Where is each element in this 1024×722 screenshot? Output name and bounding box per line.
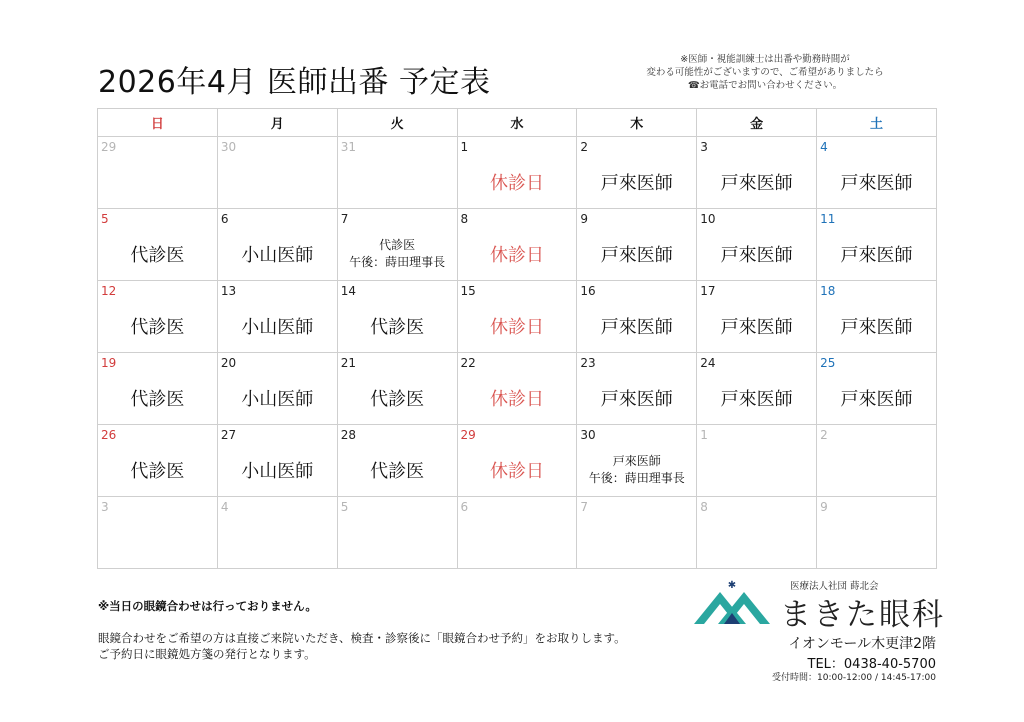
day-number: 11 <box>820 212 836 226</box>
same-day-glasses-notice: ※当日の眼鏡合わせは行っておりません。 <box>98 599 317 613</box>
doctor-name: 小山医師 <box>241 389 314 410</box>
calendar-week-row <box>98 497 937 569</box>
doctor-name: 戸來医師 <box>840 389 913 410</box>
calendar-day-cell <box>217 281 337 353</box>
calendar-day-cell <box>98 497 218 569</box>
calendar-week-row <box>98 425 937 497</box>
day-number: 25 <box>820 356 836 370</box>
calendar-day-cell <box>697 281 817 353</box>
day-number: 30 <box>220 140 237 154</box>
day-number: 1 <box>460 140 469 154</box>
calendar-day-cell <box>217 209 337 281</box>
calendar-day-cell <box>577 137 697 209</box>
calendar-day-cell <box>697 497 817 569</box>
day-number: 24 <box>700 356 716 370</box>
schedule-calendar <box>97 108 937 569</box>
calendar-day-cell <box>817 497 937 569</box>
day-number: 28 <box>340 428 356 442</box>
calendar-day-cell <box>817 209 937 281</box>
day-number: 13 <box>220 284 237 298</box>
doctor-name: 戸來医師 <box>720 389 793 410</box>
calendar-day-cell <box>457 353 577 425</box>
clinic-phone: TEL：0438-40-5700 <box>807 657 936 672</box>
doctor-name: 戸來医師 <box>612 454 661 468</box>
day-number: 19 <box>101 356 117 370</box>
weekday-friday: 金 <box>697 109 817 137</box>
calendar-day-cell <box>577 209 697 281</box>
calendar-day-cell <box>457 209 577 281</box>
day-number: 20 <box>220 356 237 370</box>
calendar-week-row <box>98 137 937 209</box>
closed-day-label: 休診日 <box>489 389 544 410</box>
calendar-day-cell <box>337 137 457 209</box>
page-title: 2026年4月 医師出番 予定表 <box>98 65 491 100</box>
doctor-name: 戸來医師 <box>840 245 913 266</box>
calendar-day-cell <box>577 281 697 353</box>
calendar-day-cell <box>457 497 577 569</box>
calendar-day-cell <box>337 353 457 425</box>
note-line: ☎お電話でお問い合わせください。 <box>687 80 843 91</box>
doctor-name: 戸來医師 <box>720 245 793 266</box>
clinic-address: イオンモール木更津2階 <box>788 636 936 652</box>
closed-day-label: 休診日 <box>489 461 544 482</box>
calendar-day-cell <box>817 281 937 353</box>
calendar-day-cell <box>98 281 218 353</box>
schedule-change-note <box>600 53 930 92</box>
day-number: 3 <box>700 140 708 154</box>
doctor-name: 代診医 <box>130 461 185 482</box>
doctor-name: 小山医師 <box>241 245 314 266</box>
day-number: 5 <box>101 212 109 226</box>
doctor-name: 代診医 <box>130 317 185 338</box>
afternoon-doctor: 午後：蒔田理事長 <box>349 255 446 269</box>
day-number: 2 <box>820 428 828 442</box>
calendar-week-row <box>98 281 937 353</box>
closed-day-label: 休診日 <box>489 173 544 194</box>
doctor-name: 小山医師 <box>241 461 314 482</box>
doctor-name: 代診医 <box>370 389 425 410</box>
doctor-name: 戸來医師 <box>720 317 793 338</box>
calendar-day-cell <box>457 137 577 209</box>
calendar-day-cell <box>577 425 697 497</box>
day-number: 8 <box>460 212 469 226</box>
calendar-day-cell <box>217 353 337 425</box>
clinic-logo-icon <box>694 578 770 626</box>
day-number: 5 <box>340 500 349 514</box>
calendar-day-cell <box>457 281 577 353</box>
day-number: 8 <box>700 500 708 514</box>
calendar-day-cell <box>98 137 218 209</box>
calendar-day-cell <box>337 209 457 281</box>
svg-text:✱: ✱ <box>727 580 737 591</box>
calendar-day-cell <box>337 281 457 353</box>
calendar-day-cell <box>98 353 218 425</box>
calendar-day-cell <box>337 497 457 569</box>
doctor-name: 小山医師 <box>241 317 314 338</box>
info-line: ご予約日に眼鏡処方箋の発行となります。 <box>98 647 316 661</box>
closed-day-label: 休診日 <box>489 317 544 338</box>
day-number: 14 <box>340 284 356 298</box>
day-number: 29 <box>101 140 117 154</box>
doctor-name: 代診医 <box>130 245 185 266</box>
calendar-day-cell <box>817 425 937 497</box>
calendar-day-cell <box>217 137 337 209</box>
day-number: 27 <box>220 428 237 442</box>
weekday-saturday: 土 <box>817 109 937 137</box>
calendar-day-cell <box>697 209 817 281</box>
doctor-name: 戸來医師 <box>840 317 913 338</box>
weekday-sunday: 日 <box>98 109 218 137</box>
day-number: 12 <box>101 284 117 298</box>
doctor-name: 戸來医師 <box>600 317 673 338</box>
day-number: 4 <box>220 500 229 514</box>
day-number: 7 <box>340 212 349 226</box>
clinic-name: まきた眼科 <box>780 597 945 633</box>
calendar-day-cell <box>577 497 697 569</box>
doctor-name: 代診医 <box>370 461 425 482</box>
day-number: 6 <box>460 500 469 514</box>
doctor-name: 戸來医師 <box>840 173 913 194</box>
calendar-day-cell <box>697 425 817 497</box>
day-number: 23 <box>580 356 596 370</box>
doctor-schedule <box>577 453 696 487</box>
calendar-week-row <box>98 209 937 281</box>
weekday-tuesday: 火 <box>337 109 457 137</box>
calendar-day-cell <box>457 425 577 497</box>
calendar-day-cell <box>217 425 337 497</box>
calendar-day-cell <box>98 209 218 281</box>
day-number: 18 <box>820 284 836 298</box>
doctor-name: 代診医 <box>130 389 185 410</box>
day-number: 15 <box>460 284 476 298</box>
weekday-monday: 月 <box>217 109 337 137</box>
weekday-wednesday: 水 <box>457 109 577 137</box>
clinic-corporation: 医療法人社団 蒔北会 <box>790 581 879 592</box>
doctor-name: 代診医 <box>379 238 416 252</box>
calendar-day-cell <box>217 497 337 569</box>
day-number: 9 <box>580 212 589 226</box>
day-number: 21 <box>340 356 356 370</box>
calendar-day-cell <box>817 353 937 425</box>
day-number: 2 <box>580 140 589 154</box>
day-number: 16 <box>580 284 596 298</box>
day-number: 3 <box>101 500 109 514</box>
closed-day-label: 休診日 <box>489 245 544 266</box>
doctor-name: 代診医 <box>370 317 425 338</box>
calendar-day-cell <box>697 137 817 209</box>
day-number: 29 <box>460 428 476 442</box>
weekday-thursday: 木 <box>577 109 697 137</box>
day-number: 4 <box>820 140 828 154</box>
weekday-header-row <box>98 109 937 137</box>
calendar-day-cell <box>98 425 218 497</box>
doctor-name: 戸來医師 <box>600 245 673 266</box>
note-line: 変わる可能性がございますので、ご希望がありましたら <box>646 67 884 78</box>
calendar-day-cell <box>337 425 457 497</box>
day-number: 7 <box>580 500 589 514</box>
calendar-day-cell <box>817 137 937 209</box>
calendar-week-row <box>98 353 937 425</box>
info-line: 眼鏡合わせをご希望の方は直接ご来院いただき、検査・診察後に「眼鏡合わせ予約」をお取りします。 <box>98 631 626 645</box>
doctor-name: 戸來医師 <box>720 173 793 194</box>
note-line: ※医師・視能訓練士は出番や勤務時間が <box>680 54 850 65</box>
day-number: 6 <box>220 212 229 226</box>
day-number: 1 <box>700 428 708 442</box>
day-number: 9 <box>820 500 828 514</box>
day-number: 26 <box>101 428 117 442</box>
calendar-day-cell <box>577 353 697 425</box>
doctor-schedule <box>338 237 457 271</box>
day-number: 10 <box>700 212 716 226</box>
day-number: 31 <box>340 140 356 154</box>
calendar-day-cell <box>697 353 817 425</box>
doctor-name: 戸來医師 <box>600 173 673 194</box>
day-number: 22 <box>460 356 476 370</box>
glasses-fitting-info <box>98 630 626 662</box>
doctor-name: 戸來医師 <box>600 389 673 410</box>
day-number: 30 <box>580 428 596 442</box>
reception-hours: 受付時間：10:00-12:00 / 14:45-17:00 <box>772 673 936 683</box>
afternoon-doctor: 午後：蒔田理事長 <box>588 471 685 485</box>
day-number: 17 <box>700 284 716 298</box>
